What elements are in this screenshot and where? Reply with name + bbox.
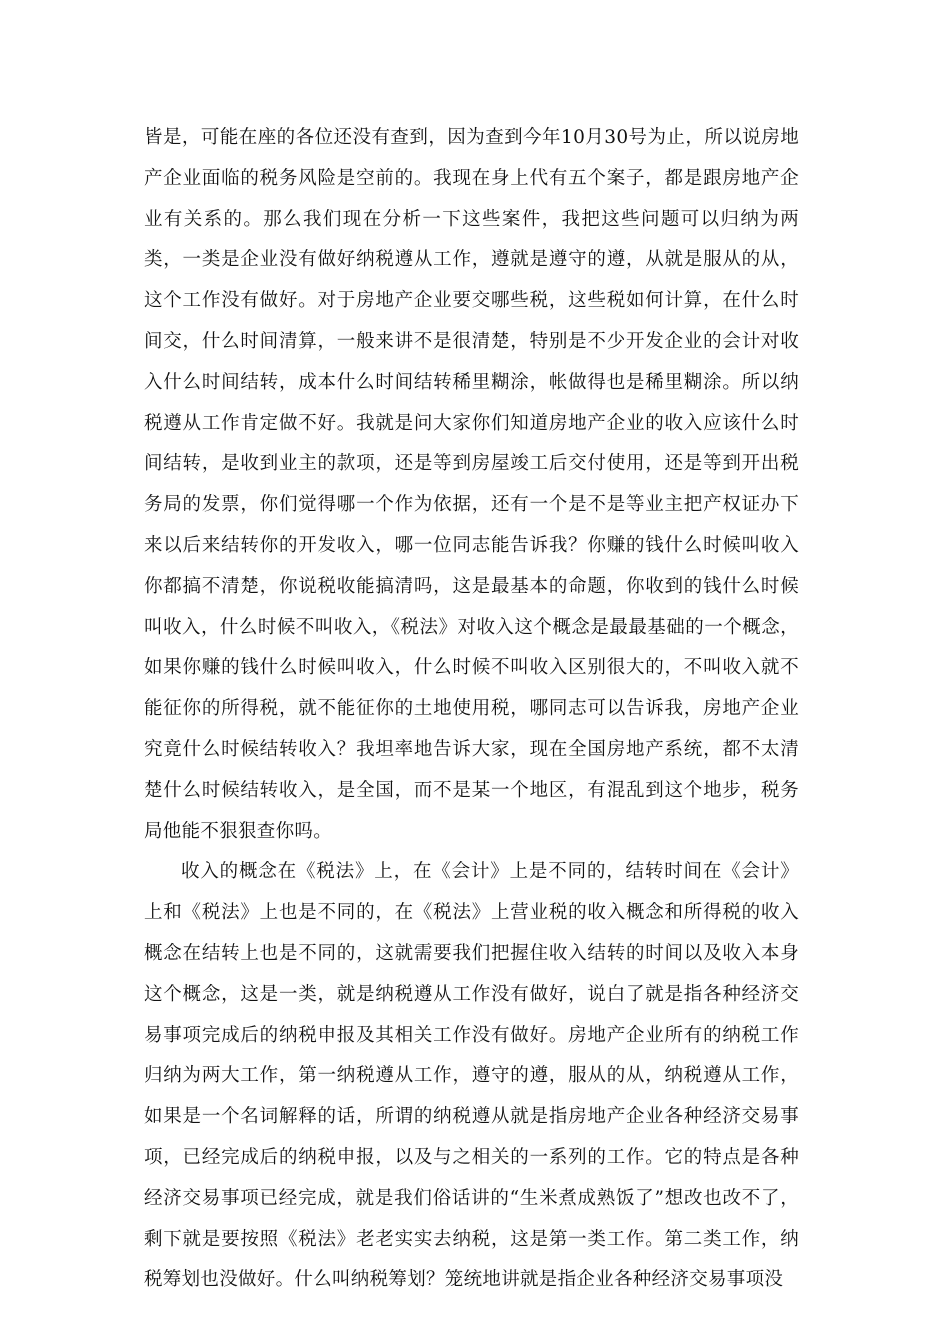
body-text [144, 118, 799, 1301]
paragraph-2: 收入的概念在《税法》上，在《会计》上是不同的，结转时间在《会计》上和《税法》上也是不同的，在《税法》上营业税的收入概念和所得税的收入概念在结转上也是不同的，这就需要我们把握住收入结转的时间以及收入本身这个概念，这是一类，就是纳税遵从工作没有做好，说白了就是指各种经济交易事项完成后的纳税申报及其相关工作没有做好。房地产企业所有的纳税工作归纳为两大工作，第一纳税遵从工作，遵守的遵，服从的从，纳税遵从工作，如果是一个名词解释的话，所谓的纳税遵从就是指房地产企业各种经济交易事项，已经完成后的纳税申报，以及与之相关的一系列的工作。它的特点是各种经济交易事项已经完成，就是我们俗话讲的“生米煮成熟饭了”想改也改不了，剩下就是要按照《税法》老老实实去纳税，这是第一类工作。第二类工作，纳税筹划也没做好。什么叫纳税筹划？笼统地讲就是指企业各种经济交易事项没 [144, 861, 799, 1291]
paragraph-1: 皆是，可能在座的各位还没有查到，因为查到今年10月30号为止，所以说房地产企业面临的税务风险是空前的。我现在身上代有五个案子，都是跟房地产企业有关系的。那么我们现在分析一下这些案件，我把这些问题可以归纳为两类，一类是企业没有做好纳税遵从工作，遵就是遵守的遵，从就是服从的从，这个工作没有做好。对于房地产企业要交哪些税，这些税如何计算，在什么时间交，什么时间清算，一般来讲不是很清楚，特别是不少开发企业的会计对收入什么时间结转，成本什么时间结转稀里糊涂，帐做得也是稀里糊涂。所以纳税遵从工作肯定做不好。我就是问大家你们知道房地产企业的收入应该什么时间结转，是收到业主的款项，还是等到房屋竣工后交付使用，还是等到开出税务局的发票，你们觉得哪一个作为依据，还有一个是不是等业主把产权证办下来以后来结转你的开发收入，哪一位同志能告诉我？你赚的钱什么时候叫收入你都搞不清楚，你说税收能搞清吗，这是最基本的命题，你收到的钱什么时候叫收入，什么时候不叫收入，《税法》对收入这个概念是最最基础的一个概念，如果你赚的钱什么时候叫收入，什么时候不叫收入区别很大的，不叫收入就不能征你的所得税，就不能征你的土地使用税，哪同志可以告诉我，房地产企业究竟什么时候结转收入？我坦率地告诉大家，现在全国房地产系统，都不太清楚什么时候结转收入，是全国，而不是某一个地区，有混乱到这个地步，税务局他能不狠狠查你吗。 [144, 127, 799, 842]
